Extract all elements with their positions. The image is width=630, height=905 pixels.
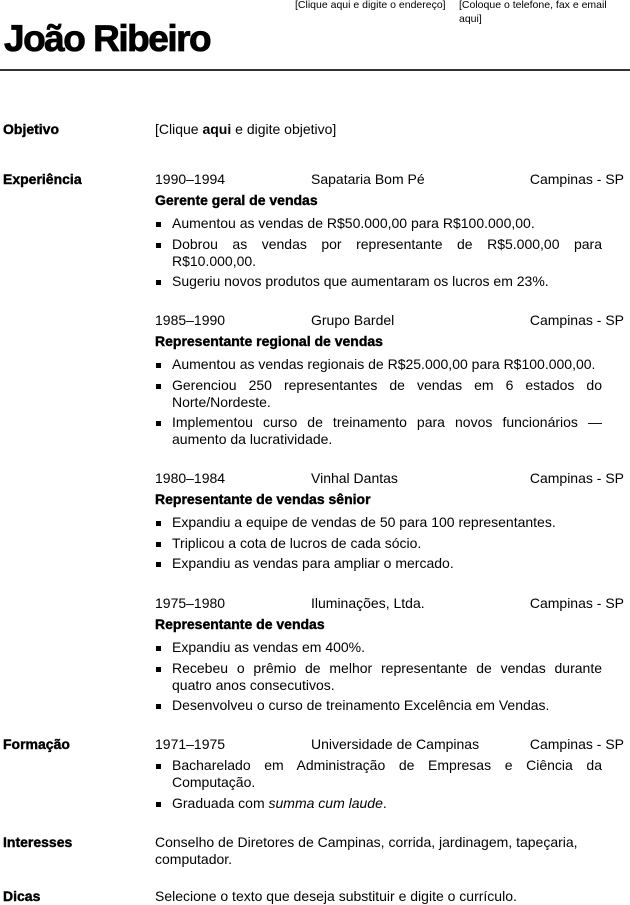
education-bullet: Bacharelado em Administração de Empresas e Ciência da Computação.	[155, 757, 602, 791]
job-entry	[155, 470, 624, 576]
address-placeholder[interactable]: [Clique aqui e digite o endereço]	[295, 0, 446, 11]
education-bullet	[155, 795, 602, 812]
job-title: Gerente geral de vendas	[155, 192, 318, 208]
job-header	[155, 171, 624, 188]
bullet-suffix: .	[382, 794, 387, 811]
job-bullets	[155, 356, 624, 448]
job-company: Vinhal Dantas	[311, 470, 398, 486]
job-company: Iluminações, Ltda.	[311, 595, 425, 611]
job-bullet: Expandiu as vendas em 400%.	[155, 639, 602, 656]
job-bullet: Desenvolveu o curso de treinamento Excelência em Vendas.	[155, 697, 602, 714]
bullet-italic: summa cum laude	[268, 794, 383, 811]
job-company: Grupo Bardel	[311, 312, 395, 328]
section-label-education: Formação	[3, 736, 70, 752]
job-bullet: Expandiu a equipe de vendas de 50 para 100 representantes.	[155, 514, 602, 531]
objective-text[interactable]	[155, 121, 624, 138]
job-bullet: Dobrou as vendas por representante de R$5.000,00 para R$10.000,00.	[155, 236, 602, 270]
section-label-objective: Objetivo	[3, 121, 60, 137]
bullet-prefix: Graduada com	[172, 794, 269, 811]
job-dates: 1975–1980	[155, 595, 226, 611]
tips-text: Selecione o texto que deseja substituir e digite o currículo.	[155, 888, 517, 904]
job-bullet: Expandiu as vendas para ampliar o mercado.	[155, 555, 602, 572]
job-title: Representante regional de vendas	[155, 333, 383, 349]
job-entry	[155, 595, 624, 718]
job-header	[155, 312, 624, 329]
job-bullet: Aumentou as vendas regionais de R$25.000,00 para R$100.000,00.	[155, 356, 602, 373]
job-bullet: Recebeu o prêmio de melhor representante de vendas durante quatro anos consecutivos.	[155, 660, 602, 694]
job-location: Campinas - SP	[529, 312, 624, 328]
contact-placeholder[interactable]: [Coloque o telefone, fax e email aqui]	[459, 0, 607, 25]
objective-text-bold: aqui	[202, 121, 232, 137]
job-bullets	[155, 215, 624, 290]
job-location: Campinas - SP	[529, 171, 624, 187]
job-bullet: Gerenciou 250 representantes de vendas em 6 estados do Norte/Nordeste.	[155, 377, 602, 411]
education-location: Campinas - SP	[529, 736, 624, 752]
job-bullets	[155, 514, 624, 572]
job-company: Sapataria Bom Pé	[311, 171, 425, 187]
job-dates: 1990–1994	[155, 171, 226, 187]
education-school: Universidade de Campinas	[311, 736, 480, 752]
section-label-experience: Experiência	[3, 171, 82, 187]
section-label-interests: Interesses	[3, 834, 73, 850]
header-divider	[0, 69, 630, 71]
job-title: Representante de vendas sênior	[155, 491, 371, 507]
section-label-tips: Dicas	[3, 888, 41, 904]
job-dates: 1985–1990	[155, 312, 226, 328]
objective-text-after: e digite objetivo]	[231, 121, 337, 137]
job-title: Representante de vendas	[155, 616, 325, 632]
job-entry	[155, 171, 624, 294]
job-header	[155, 470, 624, 487]
interests-text: Conselho de Diretores de Campinas, corrida, jardinagem, tapeçaria, computador.	[155, 834, 578, 867]
job-bullet: Aumentou as vendas de R$50.000,00 para R$100.000,00.	[155, 215, 602, 232]
job-location: Campinas - SP	[529, 470, 624, 486]
education-dates: 1971–1975	[155, 736, 226, 752]
education-bullets	[155, 757, 624, 812]
job-bullet: Triplicou a cota de lucros de cada sócio.	[155, 535, 602, 552]
education-header	[155, 736, 624, 753]
job-bullet: Sugeriu novos produtos que aumentaram os lucros em 23%.	[155, 273, 602, 290]
job-bullets	[155, 639, 624, 714]
job-entry	[155, 312, 624, 452]
resume-name: João Ribeiro	[4, 18, 211, 59]
job-dates: 1980–1984	[155, 470, 226, 486]
job-location: Campinas - SP	[529, 595, 624, 611]
job-header	[155, 595, 624, 612]
education-entry	[155, 736, 624, 815]
job-bullet: Implementou curso de treinamento para novos funcionários — aumento da lucratividade.	[155, 414, 602, 448]
objective-text-before: [Clique	[155, 121, 203, 137]
